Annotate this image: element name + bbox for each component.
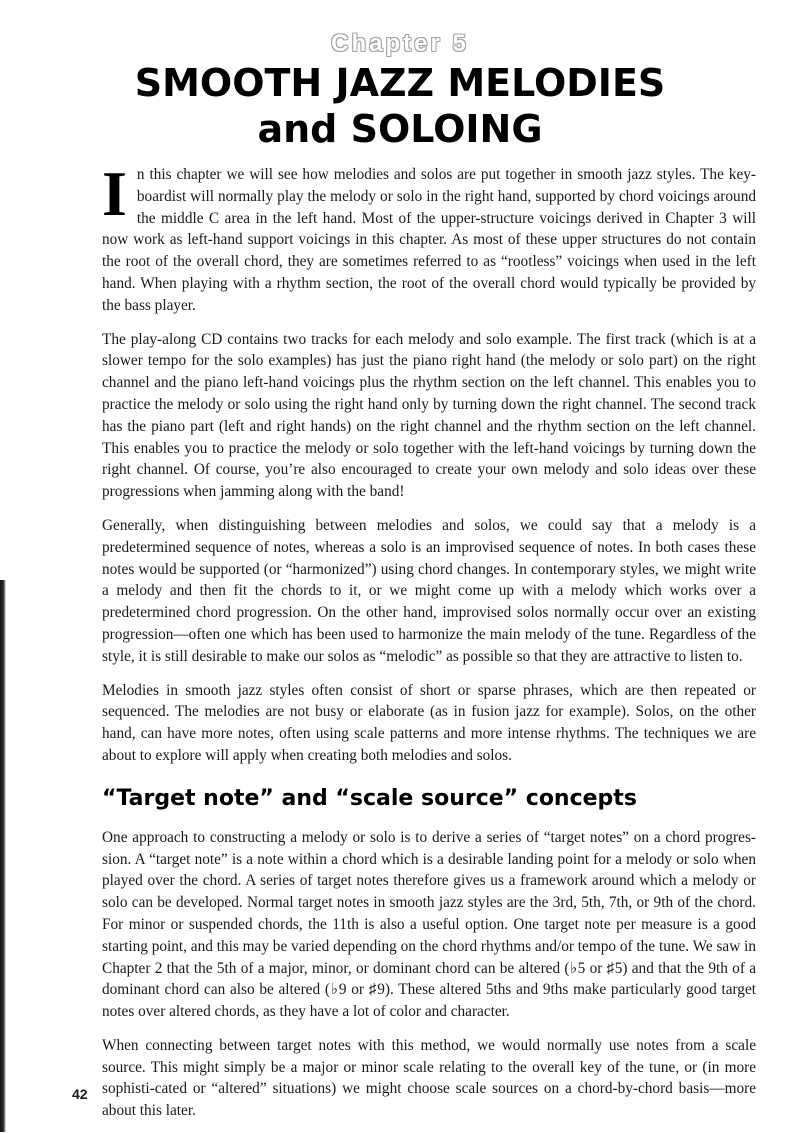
page-body [102, 158, 756, 1134]
intro-paragraph-4: Melodies in smooth jazz styles often consist of short or sparse phrases, which are then repeated or sequenced. The melodies are not busy or elaborate (as in fusion jazz for example). Solos, on the other hand, can have more notes, often using scale patterns and more intense rhythms. The techniques we are about to explore will apply when creating both melodies and solos. [102, 681, 756, 764]
chapter-title [0, 60, 800, 152]
chapter-title-line1: SMOOTH JAZZ MELODIES [134, 61, 666, 105]
intro-paragraph-3: Generally, when distinguishing between melodies and solos, we could say that a melody is a predetermined sequence of notes, whereas a solo is an improvised sequence of notes. In both cases these notes would be supported (or “harmonized”) using chord changes. In contemporary styles, we might write a melody and then fit the chords to it, or we might come up with a melody which works over a predetermined chord progression. On the other hand, improvised solos normally occur over an existing progression—often one which has been used to harmonize the main melody of the tune. Regardless of the style, it is still desirable to make our solos as “melodic” as possible so that they are attractive to listen to. [102, 516, 756, 665]
drop-cap: I [102, 158, 127, 229]
chapter-label: Chapter 5 [331, 30, 469, 57]
section-paragraph-1: One approach to constructing a melody or solo is to derive a series of “target notes” on a chord progres-sion. A “target note” is a note within a chord which is a desirable landing point for a melody or solo when played over the chord. A series of target notes therefore gives us a framework around which a melody or solo can be developed. Normal target notes in smooth jazz styles are the 3rd, 5th, 7th, or 9th of the chord. For minor or suspended chords, the 11th is also a useful option. One target note per measure is a good starting point, and this may be varied depending on the chord rhythms and/or tempo of the tune. We saw in Chapter 2 that the 5th of a major, minor, or dominant chord can be altered (♭5 or ♯5) and that the 9th of a dominant chord can also be altered (♭9 or ♯9). These altered 5ths and 9ths make particularly good target notes over altered chords, as they have a lot of color and character. [102, 828, 756, 1021]
intro-paragraph-1-text: n this chapter we will see how melodies and solos are put together in smooth jazz styles. The key-boardist will normally play the melody or solo in the right hand, supported by chord voicings around the middle C area in the left hand. Most of the upper-structure voicings derived in Chapter 3 will now work as left-hand support voicings in this chapter. As most of these upper structures do not contain the root of the overall chord, they are sometimes referred to as “rootless” voicings when used in the left hand. When playing with a rhythm section, the root of the overall chord would typically be provided by the bass player. [102, 166, 756, 314]
chapter-title-line2: and SOLOING [257, 107, 543, 151]
page-number: 42 [72, 1086, 88, 1102]
intro-paragraph-1 [102, 158, 756, 317]
section-heading: “Target note” and “scale source” concepts [102, 785, 637, 811]
section-paragraph-2: When connecting between target notes with this method, we would normally use notes from a scale source. This might simply be a major or minor scale relating to the overall key of the tune, or (in more sophisti-cated or “altered” situations) we might choose scale sources on a chord-by-chord basis—more about this later. [102, 1036, 756, 1120]
scan-edge-shadow [0, 580, 6, 1132]
intro-paragraph-2: The play-along CD contains two tracks for each melody and solo example. The first track (which is at a slower tempo for the solo examples) has just the piano right hand (the melody or solo part) on the right channel and the piano left-hand voicings plus the rhythm section on the left channel. This enables you to practice the melody or solo using the right hand only by turning down the right channel. The second track has the piano part (left and right hands) on the right channel and the rhythm section on the left channel. This enables you to practice the melody or solo together with the left-hand voicings by turning down the right channel. Of course, you’re also encouraged to create your own melody and solo ideas over these progressions when jamming along with the band! [102, 330, 756, 501]
